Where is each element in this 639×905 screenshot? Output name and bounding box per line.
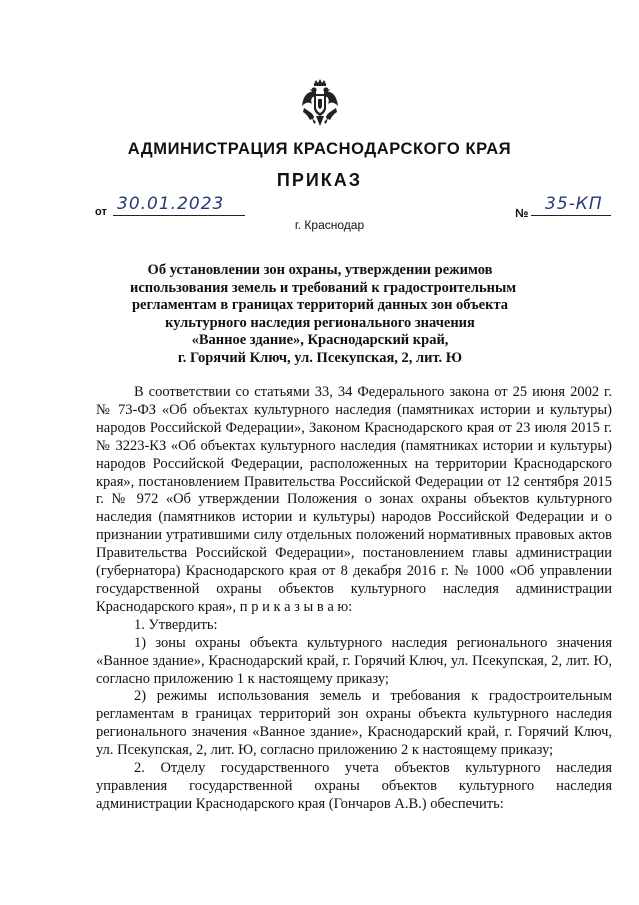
coat-of-arms-icon — [300, 78, 340, 128]
title-line: Об установлении зон охраны, утверждении режимов — [147, 262, 493, 278]
organization-name: АДМИНИСТРАЦИЯ КРАСНОДАРСКОГО КРАЯ — [127, 140, 512, 158]
date-label: от — [95, 206, 107, 218]
handwritten-date: 30.01.2023 — [117, 194, 225, 214]
order-item-1-2: 2) режимы использования земель и требования к градостроительным регламентам в границах территорий зон охраны объекта культурного наследия регионального значения «Ванное здание», Краснодарский край, г. Горячий Ключ, ул. Псекупская, 2, лит. Ю, согласно приложению 2 к настоящему приказу; — [96, 688, 612, 759]
order-item-1: 1. Утвердить: — [134, 616, 218, 633]
title-line: г. Горячий Ключ, ул. Псекупская, 2, лит. Ю — [177, 349, 463, 366]
preamble-paragraph: В соответствии со статьями 33, 34 Федерального закона от 25 июня 2002 г. № 73-ФЗ «Об объектах культурного наследия (памятниках истории и культуры) народов Российской Федерации», Законом Краснодарского края от 23 июля 2015 г. № 3223-КЗ «Об объектах культурного наследия (памятниках истории и культуры) народов Российской Федерации, расположенных на территории Краснодарского края», постановлением Правительства Российской Федерации от 12 сентября 2015 г. № 972 «Об утверждении Положения о зонах охраны объектов культурного наследия (памятников истории и культуры) народов Российской Федерации и о признании утратившими силу отдельных положений нормативных правовых актов Правительства Российской Федерации», постановлением главы администрации (губернатора) Краснодарского края от 8 декабря 2016 г. № 1000 «Об управлении государственной охраны объектов культурного наследия администрации Краснодарского края», п р и к а з ы в а ю: — [96, 384, 612, 615]
title-line: использования земель и требований к градостроительным — [130, 279, 517, 296]
title-line: «Ванное здание», Краснодарский край, — [191, 332, 449, 349]
handwritten-number: 35-КП — [545, 194, 603, 214]
city-name: г. Краснодар — [294, 218, 365, 232]
order-item-1-1: 1) зоны охраны объекта культурного наследия регионального значения «Ванное здание», Краснодарский край, г. Горячий Ключ, ул. Псекупская, 2, лит. Ю, согласно приложению 1 к настоящему приказу; — [96, 634, 612, 687]
document-body — [96, 384, 612, 814]
number-field — [531, 193, 611, 216]
date-field — [113, 193, 245, 216]
order-item-2: 2. Отделу государственного учета объектов культурного наследия управления государственной охраны объектов культурного наследия администрации Краснодарского края (Гончаров А.В.) обеспечить: — [96, 760, 612, 812]
title-line: культурного наследия регионального значения — [165, 314, 475, 331]
document-title — [130, 262, 517, 368]
document-type: ПРИКАЗ — [276, 170, 363, 190]
number-label: № — [515, 206, 529, 220]
title-line: регламентам в границах территорий данных зон объекта — [131, 297, 508, 314]
